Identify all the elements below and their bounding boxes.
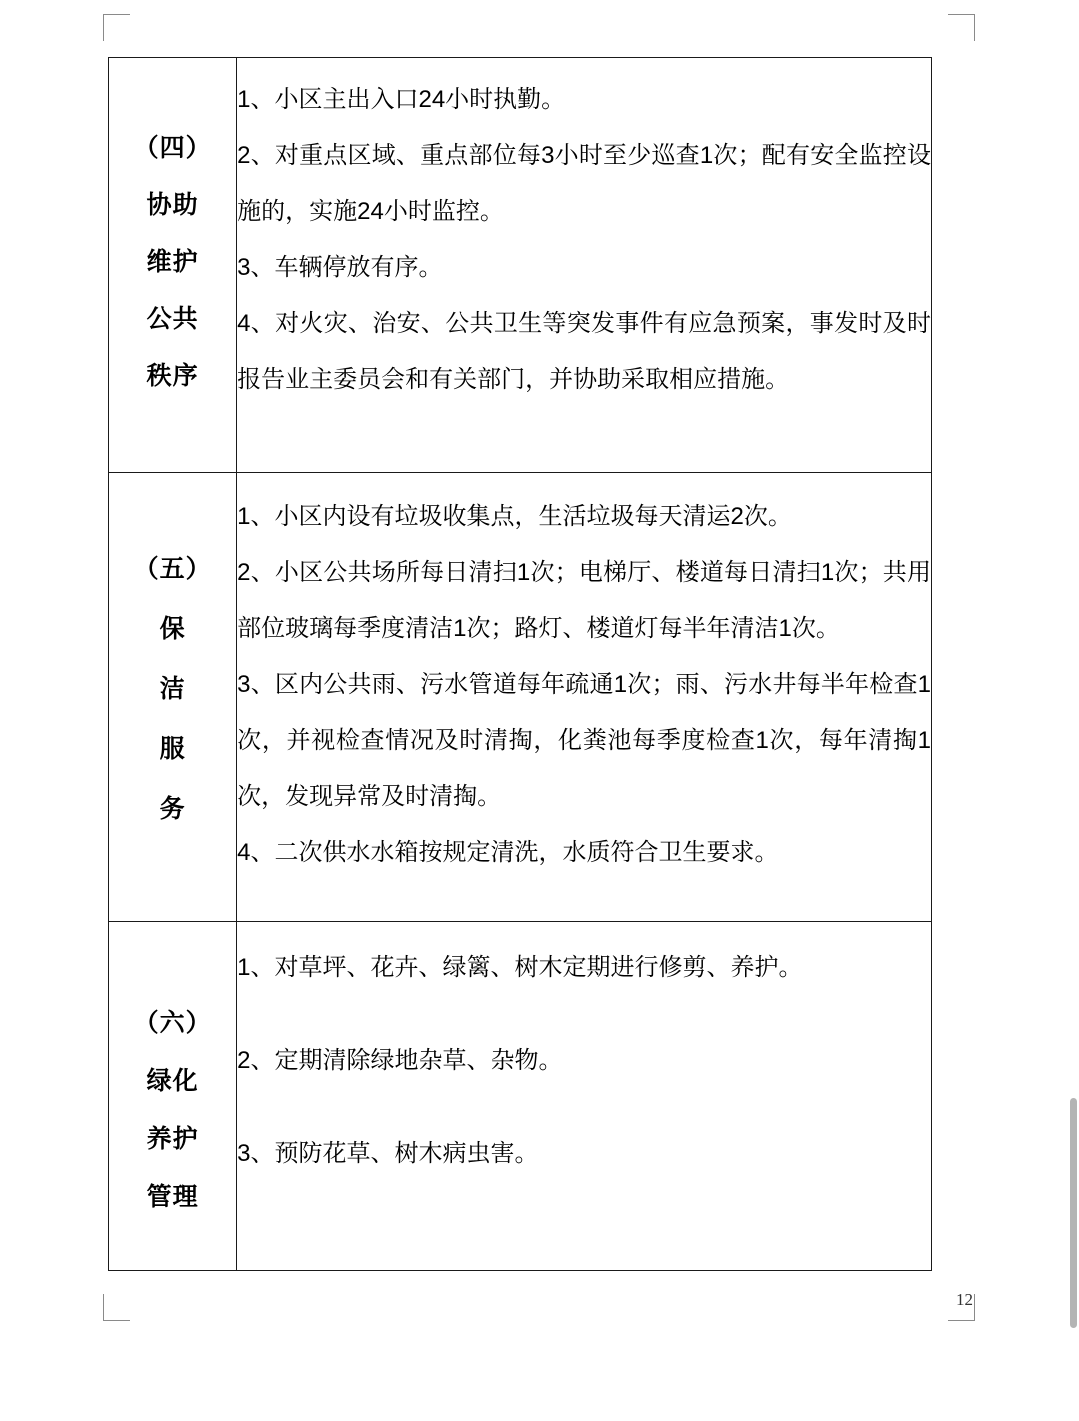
list-item: 1、小区主出入口24小时执勤。 bbox=[237, 86, 566, 113]
table-row bbox=[109, 922, 932, 1271]
list-item: 3、预防花草、树木病虫害。 bbox=[237, 1140, 539, 1167]
scrollbar[interactable] bbox=[1068, 0, 1079, 1421]
row-label-four: （四） 协助 维护 公共 秩序 bbox=[109, 58, 237, 473]
row-label-five: （五） 保 洁 服 务 bbox=[109, 473, 237, 922]
page-number: 12 bbox=[956, 1290, 973, 1309]
list-item: 3、车辆停放有序。 bbox=[237, 254, 443, 281]
row-content-five bbox=[237, 473, 932, 922]
list-item: 2、定期清除绿地杂草、杂物。 bbox=[237, 1047, 563, 1074]
list-item: 4、对火灾、治安、公共卫生等突发事件有应急预案，事发时及时报告业主委员会和有关部门，并协助采取相应措施。 bbox=[237, 310, 931, 393]
list-item: 3、区内公共雨、污水管道每年疏通1次；雨、污水井每半年检查1次，并视检查情况及时清掏，化粪池每季度检查1次，每年清掏1次，发现异常及时清掏。 bbox=[237, 671, 931, 810]
list-item: 1、小区内设有垃圾收集点，生活垃圾每天清运2次。 bbox=[237, 503, 792, 530]
row-label-six: （六） 绿化 养护 管理 bbox=[109, 922, 237, 1271]
service-standards-table bbox=[108, 57, 932, 1271]
crop-mark-top-right bbox=[948, 14, 975, 41]
table-row bbox=[109, 473, 932, 922]
row-content-six bbox=[237, 922, 932, 1271]
list-item: 1、对草坪、花卉、绿篱、树木定期进行修剪、养护。 bbox=[237, 954, 803, 981]
list-item: 2、小区公共场所每日清扫1次；电梯厅、楼道每日清扫1次；共用部位玻璃每季度清洁1次；路灯、楼道灯每半年清洁1次。 bbox=[237, 559, 931, 642]
scrollbar-thumb[interactable] bbox=[1070, 1098, 1077, 1328]
table-row bbox=[109, 58, 932, 473]
list-item: 4、二次供水水箱按规定清洗，水质符合卫生要求。 bbox=[237, 839, 779, 866]
row-content-four bbox=[237, 58, 932, 473]
crop-mark-top-left bbox=[103, 14, 130, 41]
list-item: 2、对重点区域、重点部位每3小时至少巡查1次；配有安全监控设施的，实施24小时监控。 bbox=[237, 142, 931, 225]
crop-mark-bottom-left bbox=[103, 1294, 130, 1321]
